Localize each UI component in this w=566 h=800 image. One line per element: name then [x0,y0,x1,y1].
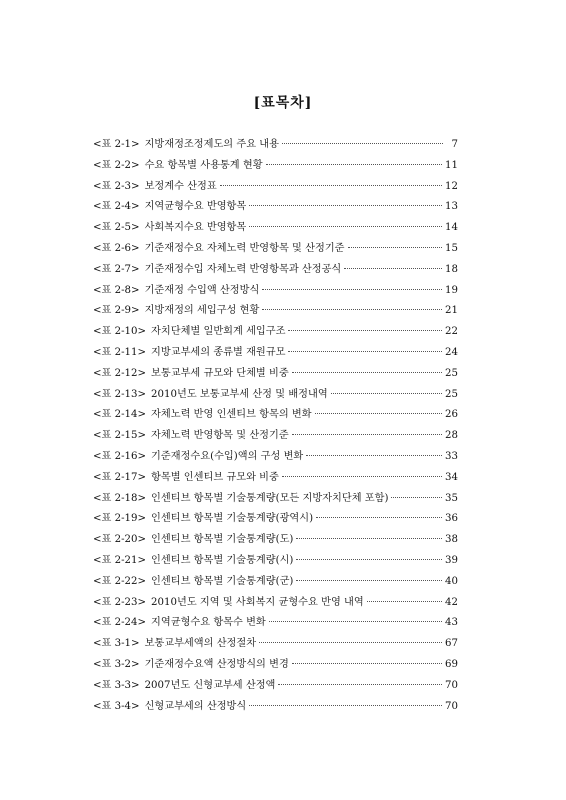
dot-leader [348,247,443,248]
table-number: <표 2-20> [93,534,147,546]
toc-entry [92,135,458,156]
toc-entry-label-group [92,135,279,150]
dot-leader [266,164,443,165]
table-number: <표 2-2> [93,159,140,171]
dot-leader [282,143,443,144]
table-number: <표 2-6> [93,242,140,254]
toc-entry-label-group [92,426,289,441]
table-caption: 사회복지수요 반영항목 [144,222,247,234]
page-number: 15 [445,242,458,254]
toc-entry-label-group [92,655,289,670]
dot-leader [282,476,442,477]
page-number: 38 [445,534,458,546]
page-number: 36 [445,513,458,525]
toc-entry-label-group [92,177,217,192]
toc-entry [92,405,458,426]
table-caption: 기준재정수입 자체노력 반영항목과 산정공식 [144,263,342,275]
toc-entry-label-group [92,260,341,275]
table-number: <표 3-2> [93,658,140,670]
table-number: <표 3-3> [93,679,140,691]
table-number: <표 2-13> [93,388,147,400]
toc-entry [92,426,458,447]
page-number: 25 [445,388,458,400]
page-number: 39 [445,554,458,566]
table-number: <표 3-1> [93,638,140,650]
page-title: [표목차] [253,95,313,111]
dot-leader [296,559,442,560]
toc-entry-label-group [92,509,313,524]
toc-entry [92,697,458,718]
table-number: <표 2-3> [93,180,140,192]
toc-entry [92,530,458,551]
dot-leader [278,684,442,685]
toc-entry-label-group [92,385,328,400]
table-caption: 2010년도 지역 및 사회복지 균형수요 반영 내역 [151,596,364,608]
dot-leader [262,289,442,290]
dot-leader [269,621,442,622]
dot-leader [331,393,442,394]
page-number: 19 [445,284,458,296]
table-number: <표 2-17> [93,471,147,483]
page-number: 34 [445,471,458,483]
page-number: 42 [445,596,458,608]
toc-entry-label-group [92,634,256,649]
table-caption: 지방교부세의 종류별 재원규모 [151,346,286,358]
toc-entry [92,156,458,177]
dot-leader [391,497,442,498]
page-number: 28 [445,430,458,442]
toc-entry [92,385,458,406]
toc-entry-label-group [92,468,279,483]
page-number: 70 [445,700,458,712]
page-number: 11 [445,159,458,171]
dot-leader [292,434,442,435]
toc-entry-label-group [92,530,293,545]
page-number: 70 [445,679,458,691]
table-number: <표 2-16> [93,450,147,462]
table-number: <표 2-11> [93,346,147,358]
toc-entry [92,613,458,634]
table-caption: 인센티브 항목별 기술통계량(시) [151,554,294,566]
page-number: 33 [445,450,458,462]
toc-entry [92,281,458,302]
toc-entry [92,551,458,572]
table-caption: 지방재정의 세입구성 현황 [144,305,260,317]
toc-entry-label-group [92,301,259,316]
toc-entry-label-group [92,572,293,587]
dot-leader [292,372,442,373]
toc-entry-label-group [92,489,388,504]
table-caption: 항목별 인센티브 규모와 비중 [151,471,279,483]
toc-entry-label-group [92,676,275,691]
page-number: 22 [445,326,458,338]
table-caption: 인센티브 항목별 기술통계량(모든 지방자치단체 포함) [151,492,389,504]
dot-leader [344,268,442,269]
table-caption: 자체노력 반영 인센티브 항목의 변화 [151,409,312,421]
table-number: <표 2-15> [93,430,147,442]
toc-entry-label-group [92,281,259,296]
toc-entry [92,489,458,510]
page-number: 43 [445,617,458,629]
dot-leader [259,642,442,643]
page-number: 67 [445,638,458,650]
page-number: 18 [445,263,458,275]
table-number: <표 2-1> [93,139,140,150]
dot-leader [249,226,442,227]
toc-entry-label-group [92,322,285,337]
toc-entry [92,634,458,655]
toc-entry [92,468,458,489]
dot-leader [249,705,442,706]
table-caption: 자치단체별 일반회계 세입구조 [151,326,286,338]
toc-entry [92,301,458,322]
table-caption: 기준재정수요(수입)액의 구성 변화 [151,450,304,462]
dot-leader [288,330,442,331]
dot-leader [220,185,442,186]
table-number: <표 2-14> [93,409,147,421]
dot-leader [296,538,442,539]
table-caption: 보통교부세액의 산정절차 [144,638,257,650]
page-number: 69 [445,658,458,670]
dot-leader [249,205,442,206]
page-number: 12 [445,180,458,192]
dot-leader [367,601,442,602]
toc-entry [92,343,458,364]
table-caption: 인센티브 항목별 기술통계량(도) [151,534,294,546]
page-number: 24 [445,346,458,358]
table-caption: 자체노력 반영항목 및 산정기준 [151,430,289,442]
toc-entry-label-group [92,239,345,254]
table-caption: 2007년도 신형교부세 산정액 [144,679,276,691]
dot-leader [288,351,442,352]
table-caption: 기준재정수요액 산정방식의 변경 [144,658,289,670]
table-number: <표 2-10> [93,326,147,338]
table-caption: 보정계수 산정표 [144,180,217,192]
toc-entry-label-group [92,593,364,608]
table-number: <표 2-9> [93,305,140,317]
page-number: 25 [445,367,458,379]
toc-entry [92,177,458,198]
toc-entry [92,197,458,218]
toc-entry-label-group [92,405,312,420]
table-number: <표 2-4> [93,201,140,213]
table-number: <표 2-5> [93,222,140,234]
toc-entry [92,447,458,468]
toc-entry-label-group [92,613,266,628]
table-caption: 지역균형수요 항목수 변화 [151,617,266,629]
table-number: <표 2-24> [93,617,147,629]
table-number: <표 2-19> [93,513,147,525]
toc-entry [92,218,458,239]
toc-entry-label-group [92,343,285,358]
toc-entry [92,593,458,614]
dot-leader [262,309,442,310]
toc-entry-label-group [92,364,289,379]
table-caption: 인센티브 항목별 기술통계량(광역시) [151,513,314,525]
table-caption: 지역균형수요 반영항목 [144,201,247,213]
page-number: 21 [445,305,458,317]
dot-leader [292,663,442,664]
table-caption: 기준재정 수입액 산정방식 [144,284,260,296]
toc-entry [92,655,458,676]
page-number: 7 [451,139,458,150]
toc-entry [92,572,458,593]
table-caption: 기준재정수요 자체노력 반영항목 및 산정기준 [144,242,345,254]
table-caption: 지방재정조정제도의 주요 내용 [144,139,279,150]
toc-entry-label-group [92,197,246,212]
table-of-contents-list [92,135,458,717]
page-number: 14 [445,222,458,234]
page-number: 40 [445,575,458,587]
toc-entry-label-group [92,447,303,462]
dot-leader [306,455,442,456]
toc-entry-label-group [92,218,246,233]
table-number: <표 2-23> [93,596,147,608]
toc-entry [92,239,458,260]
table-caption: 보통교부세 규모와 단체별 비중 [151,367,289,379]
page-number: 13 [445,201,458,213]
toc-entry [92,364,458,385]
dot-leader [315,413,442,414]
toc-entry [92,322,458,343]
table-number: <표 2-12> [93,367,147,379]
page-number: 35 [445,492,458,504]
toc-entry-label-group [92,156,263,171]
toc-entry [92,260,458,281]
toc-entry [92,509,458,530]
toc-entry-label-group [92,697,246,712]
dot-leader [296,580,442,581]
table-caption: 인센티브 항목별 기술통계량(군) [151,575,294,587]
table-caption: 수요 항목별 사용통계 현황 [144,159,263,171]
table-number: <표 2-22> [93,575,147,587]
table-number: <표 2-7> [93,263,140,275]
table-number: <표 3-4> [93,700,140,712]
toc-entry-label-group [92,551,293,566]
page-number: 26 [445,409,458,421]
table-number: <표 2-21> [93,554,147,566]
dot-leader [316,517,442,518]
table-number: <표 2-18> [93,492,147,504]
toc-entry [92,676,458,697]
table-caption: 2010년도 보통교부세 산정 및 배정내역 [151,388,328,400]
table-number: <표 2-8> [93,284,140,296]
table-caption: 신형교부세의 산정방식 [144,700,247,712]
